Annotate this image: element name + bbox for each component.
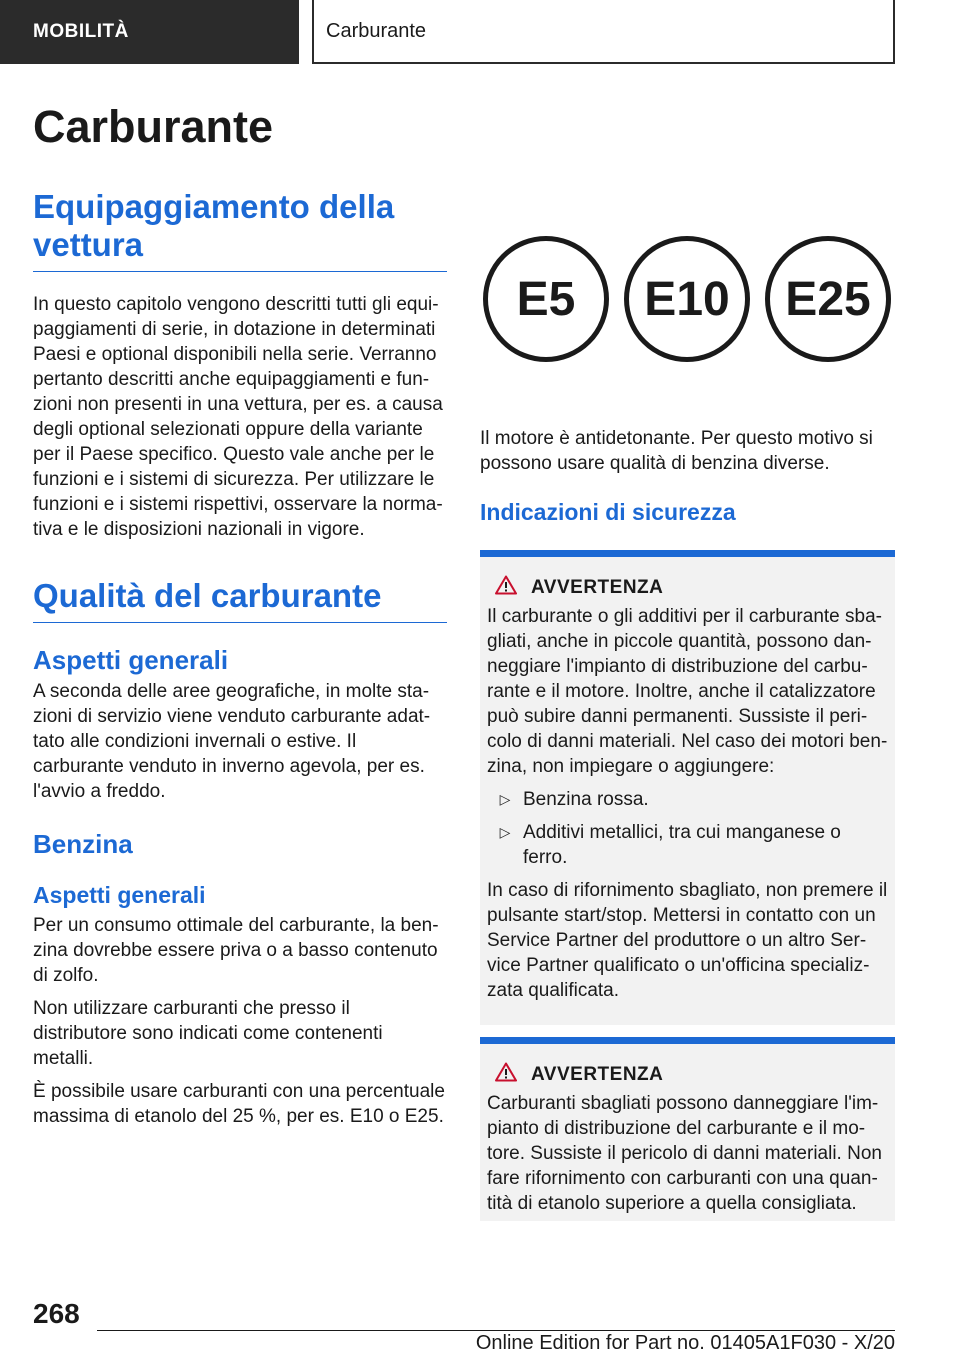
warning-text: Carburanti sbagliati possono danneggiare l'impianto di distribuzione del carburante e il motore. Sussiste il pericolo di danni materiali. Non fare rifornimento con carburanti con una quantità di etanolo superiore a quella consigliata.	[487, 1093, 882, 1214]
fuel-badge-e10: E10	[624, 236, 750, 362]
triangle-right-outline-icon: ▷	[499, 791, 511, 807]
heading-petrol: Benzina	[33, 829, 133, 859]
warning-box-ethanol	[480, 1037, 895, 1221]
warning-title: AVVERTENZA	[531, 576, 664, 598]
list-item	[487, 787, 888, 812]
page-title: Carburante	[33, 101, 274, 152]
heading-equipment: Equipaggiamento della vettura	[33, 188, 447, 272]
header-chapter-label: Carburante	[312, 0, 895, 64]
footer-edition: Online Edition for Part no. 01405A1F030 - X/20	[475, 1332, 895, 1354]
paragraph-general-aspects: A seconda delle aree geografiche, in molte stazioni di servizio viene venduto carburante adattato alle condizioni invernali o estive. Il carburante venduto in inverno agevola, per es. l'avvio a freddo.	[33, 681, 431, 802]
heading-general-aspects: Aspetti generali	[33, 645, 229, 675]
paragraph-petrol-sulfur: Per un consumo ottimale del carburante, la benzina dovrebbe essere priva o a basso contenuto di zolfo.	[33, 915, 439, 986]
triangle-right-outline-icon: ▷	[499, 824, 511, 840]
fuel-badge-e5: E5	[483, 236, 609, 362]
page-number: 268	[33, 1298, 80, 1329]
footer-divider	[97, 1330, 895, 1331]
right-column	[480, 236, 895, 1221]
heading-fuel-quality: Qualità del carburante	[33, 577, 447, 623]
header-section-label: MOBILITÀ	[0, 0, 299, 64]
warning-text: Il carburante o gli additivi per il carburante sbagliati, anche in piccole quantità, possono danneggiare l'impianto di distribuzione del carburante e il motore. Inoltre, anche il catalizzatore può subire danni permanenti. Sussiste il pericolo di danni materiali. Nel caso dei motori benzina, non impiegare o aggiungere:	[487, 606, 888, 777]
paragraph-engine-antiknock: Il motore è antidetonante. Per questo motivo si possono usare qualità di benzina diverse.	[480, 428, 873, 474]
paragraph-petrol-ethanol: È possibile usare carburanti con una percentuale massima di etanolo del 25 %, per es. E10 o E25.	[33, 1081, 445, 1127]
warning-box-fuel	[480, 550, 895, 1025]
list-item	[487, 820, 888, 870]
list-item-text: Benzina rossa.	[523, 789, 649, 810]
heading-safety-notes: Indicazioni di sicurezza	[480, 499, 736, 525]
warning-triangle-icon	[495, 1062, 517, 1087]
paragraph-equipment: In questo capitolo vengono descritti tutti gli equipaggiamenti di serie, in dotazione in determinati Paesi e optional disponibili nella serie. Verranno pertanto descritti anche equipaggiamenti e funzioni non presenti in una vettura, per es. a causa degli optional selezionati oppure della variante per il Paese specifico. Questo vale anche per le funzioni e i sistemi di sicurezza. Per utilizzare le funzioni e i sistemi rispettivi, osservare la normativa e le disposizioni nazionali in vigore.	[33, 294, 443, 540]
paragraph-petrol-metals: Non utilizzare carburanti che presso il distributore sono indicati come contenenti metalli.	[33, 998, 383, 1069]
subheading-petrol-general: Aspetti generali	[33, 882, 206, 908]
fuel-badge-e25: E25	[765, 236, 891, 362]
list-item-text: Additivi metallici, tra cui manganese o ferro.	[523, 822, 841, 868]
warning-triangle-icon	[495, 575, 517, 600]
fuel-badges	[483, 236, 891, 362]
warning-title: AVVERTENZA	[531, 1063, 664, 1085]
warning-text-misfuel: In caso di rifornimento sbagliato, non premere il pulsante start/stop. Mettersi in contatto con un Service Partner del produttore o un altro Service Partner qualificato o un'officina specializzata qualificata.	[487, 880, 888, 1001]
left-column	[33, 96, 447, 1129]
